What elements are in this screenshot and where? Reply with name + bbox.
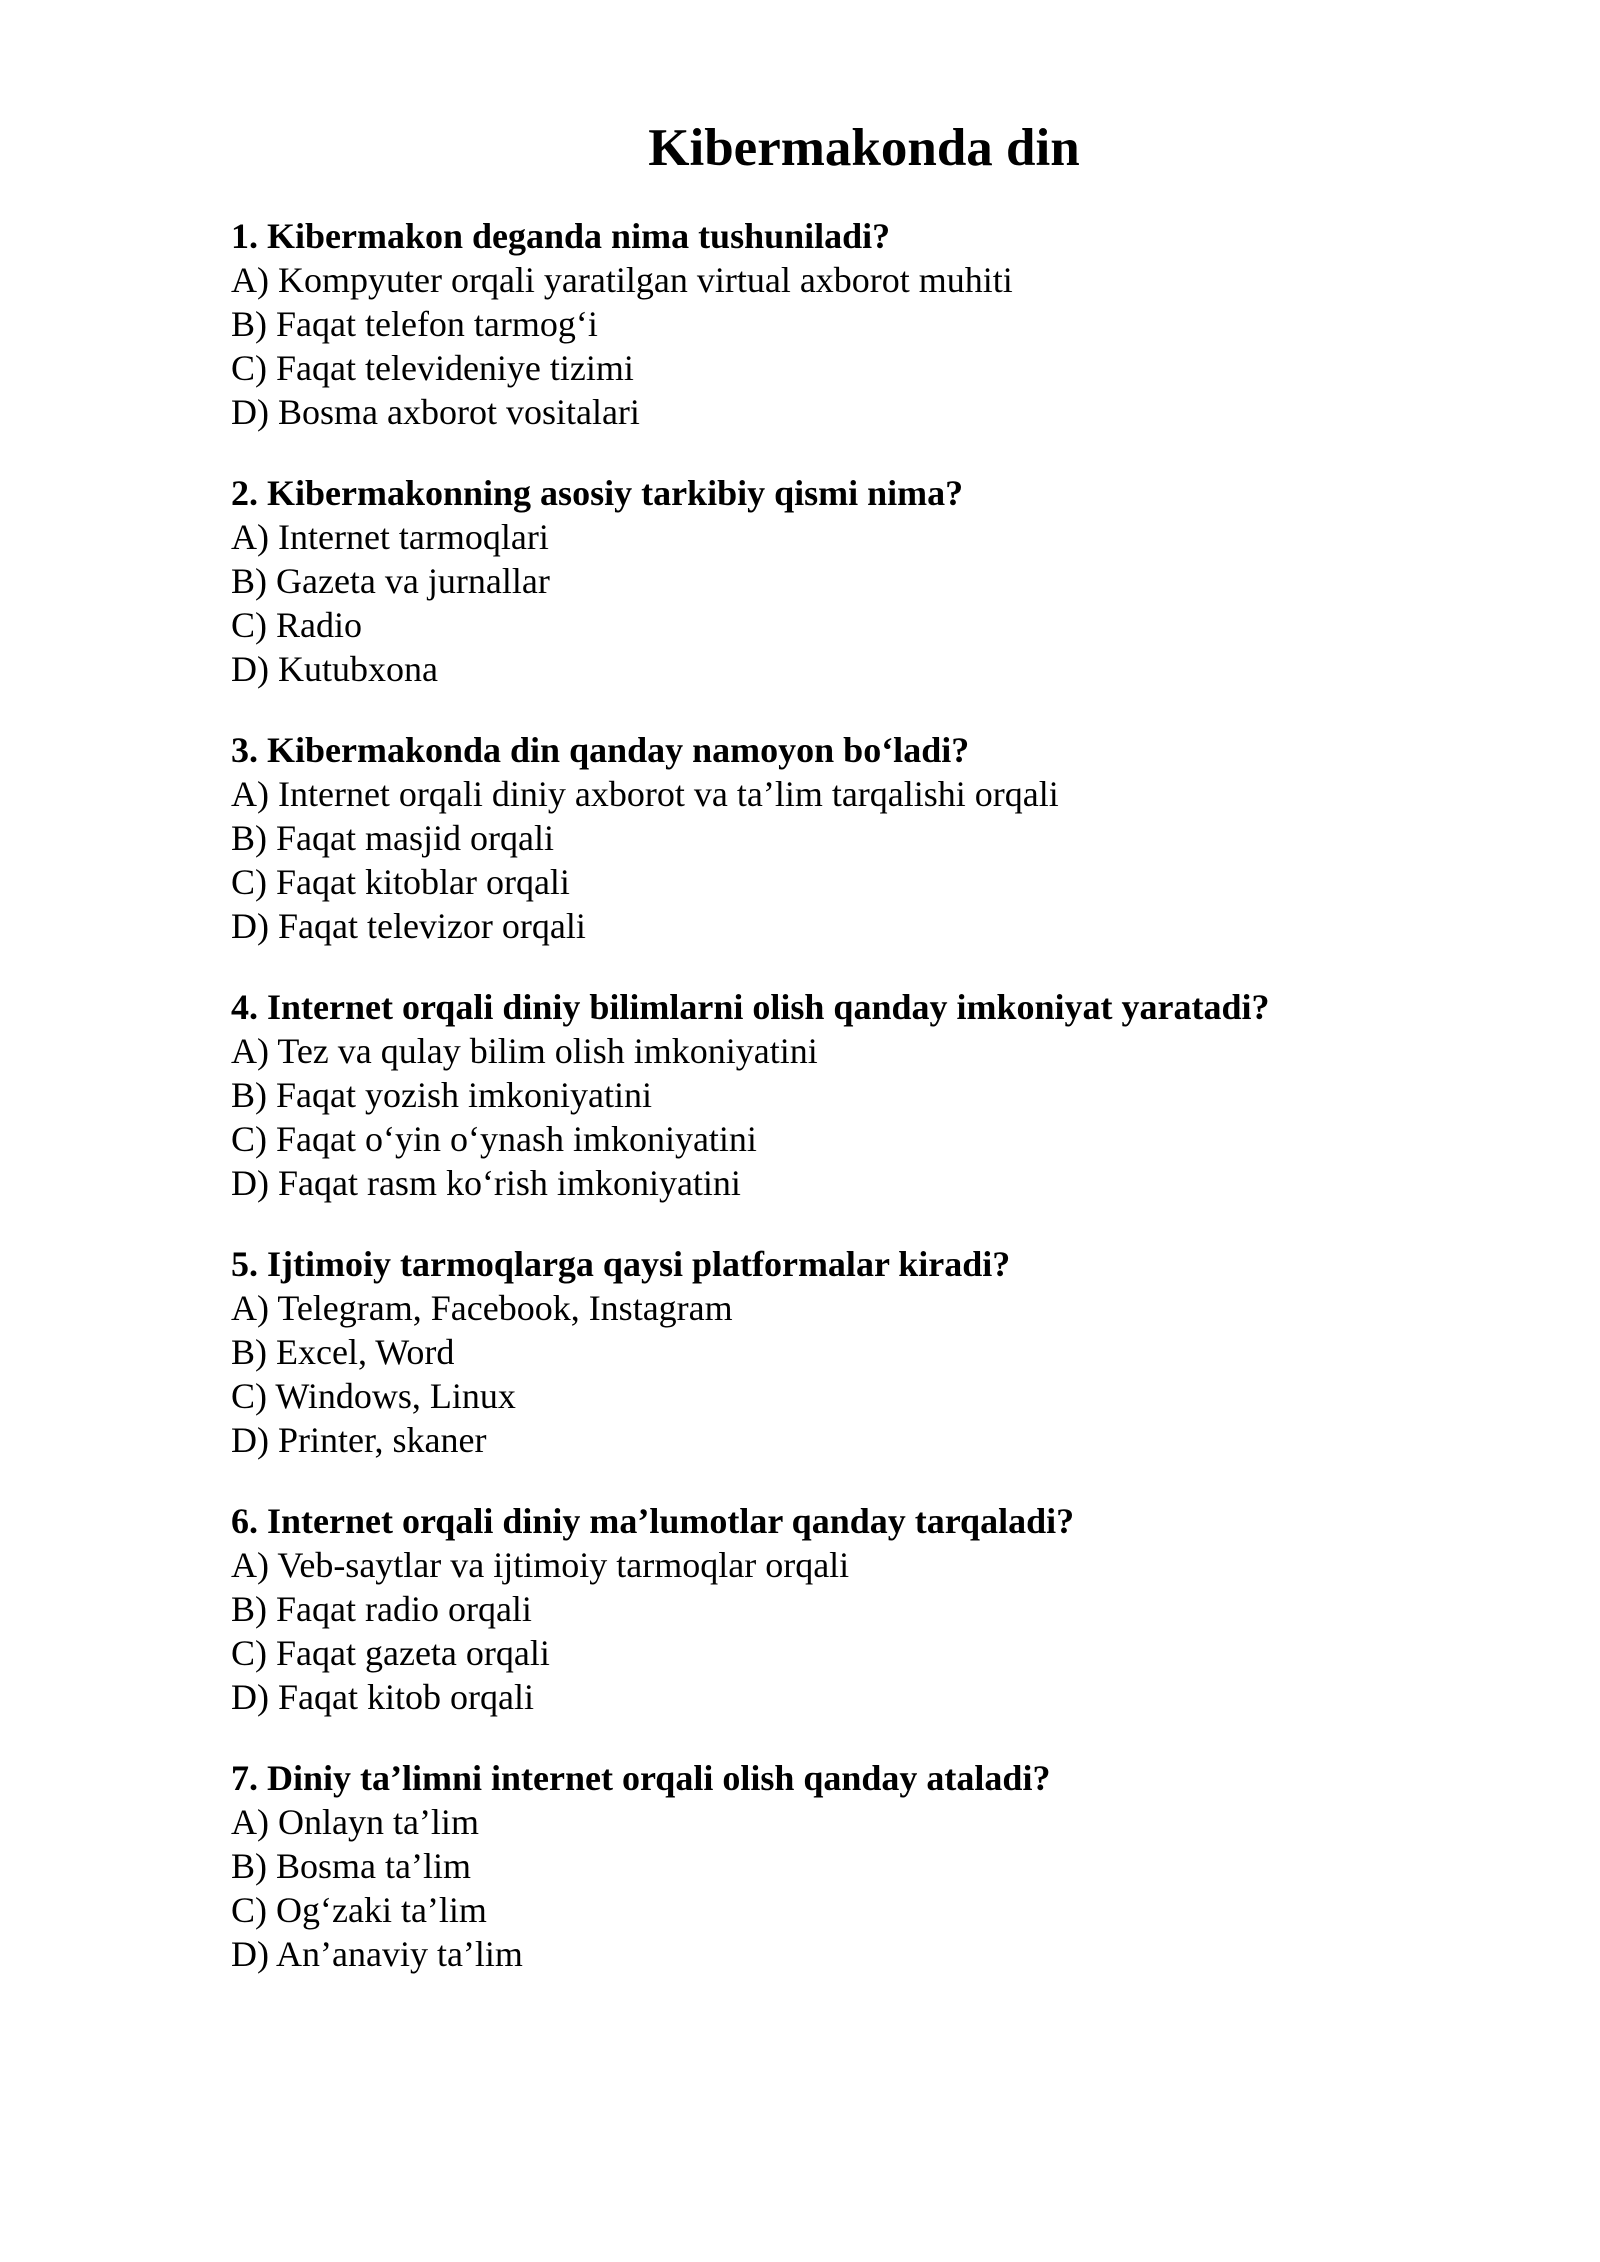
question-block xyxy=(231,728,1531,948)
question-text: 3. Kibermakonda din qanday namoyon bo‘ladi? xyxy=(231,730,970,770)
answer-option: A) Tez va qulay bilim olish imkoniyatini xyxy=(231,1031,818,1071)
answer-option: A) Veb-saytlar va ijtimoiy tarmoqlar orqali xyxy=(231,1545,850,1585)
answer-option: C) Radio xyxy=(231,605,362,645)
answer-option: A) Onlayn ta’lim xyxy=(231,1802,479,1842)
answer-option: B) Faqat radio orqali xyxy=(231,1589,532,1629)
answer-option: C) Faqat gazeta orqali xyxy=(231,1633,550,1673)
question-text: 5. Ijtimoiy tarmoqlarga qaysi platformalar kiradi? xyxy=(231,1244,1011,1284)
answer-option: B) Faqat masjid orqali xyxy=(231,818,554,858)
question-block xyxy=(231,1499,1531,1719)
question-text: 7. Diniy ta’limni internet orqali olish qanday ataladi? xyxy=(231,1758,1051,1798)
answer-option: B) Bosma ta’lim xyxy=(231,1846,471,1886)
answer-options xyxy=(231,1800,1531,1976)
question-block xyxy=(231,1242,1531,1462)
answer-option: C) Faqat o‘yin o‘ynash imkoniyatini xyxy=(231,1119,757,1159)
answer-option: B) Faqat telefon tarmog‘i xyxy=(231,304,598,344)
answer-option: D) Kutubxona xyxy=(231,649,438,689)
question-block xyxy=(231,214,1531,434)
answer-option: B) Excel, Word xyxy=(231,1332,455,1372)
answer-option: D) An’anaviy ta’lim xyxy=(231,1934,523,1974)
answer-option: B) Faqat yozish imkoniyatini xyxy=(231,1075,652,1115)
answer-option: C) Faqat kitoblar orqali xyxy=(231,862,570,902)
question-text: 2. Kibermakonning asosiy tarkibiy qismi nima? xyxy=(231,473,964,513)
answer-option: A) Kompyuter orqali yaratilgan virtual axborot muhiti xyxy=(231,260,1013,300)
document-title: Kibermakonda din xyxy=(648,119,1080,177)
answer-options xyxy=(231,1286,1531,1462)
question-block xyxy=(231,1756,1531,1976)
answer-option: B) Gazeta va jurnallar xyxy=(231,561,550,601)
question-text: 6. Internet orqali diniy ma’lumotlar qanday tarqaladi? xyxy=(231,1501,1075,1541)
answer-options xyxy=(231,772,1531,948)
question-block xyxy=(231,471,1531,691)
answer-option: D) Bosma axborot vositalari xyxy=(231,392,640,432)
question-list xyxy=(231,214,1531,2013)
answer-option: C) Og‘zaki ta’lim xyxy=(231,1890,487,1930)
question-text: 1. Kibermakon deganda nima tushuniladi? xyxy=(231,216,891,256)
answer-option: D) Printer, skaner xyxy=(231,1420,487,1460)
answer-options xyxy=(231,515,1531,691)
question-text: 4. Internet orqali diniy bilimlarni olish qanday imkoniyat yaratadi? xyxy=(231,987,1270,1027)
answer-option: A) Internet tarmoqlari xyxy=(231,517,549,557)
answer-option: A) Internet orqali diniy axborot va ta’lim tarqalishi orqali xyxy=(231,774,1059,814)
answer-options xyxy=(231,1029,1531,1205)
answer-options xyxy=(231,1543,1531,1719)
answer-option: C) Windows, Linux xyxy=(231,1376,516,1416)
answer-option: D) Faqat kitob orqali xyxy=(231,1677,534,1717)
answer-option: A) Telegram, Facebook, Instagram xyxy=(231,1288,733,1328)
answer-options xyxy=(231,258,1531,434)
answer-option: D) Faqat televizor orqali xyxy=(231,906,586,946)
answer-option: D) Faqat rasm ko‘rish imkoniyatini xyxy=(231,1163,741,1203)
question-block xyxy=(231,985,1531,1205)
answer-option: C) Faqat televideniye tizimi xyxy=(231,348,634,388)
